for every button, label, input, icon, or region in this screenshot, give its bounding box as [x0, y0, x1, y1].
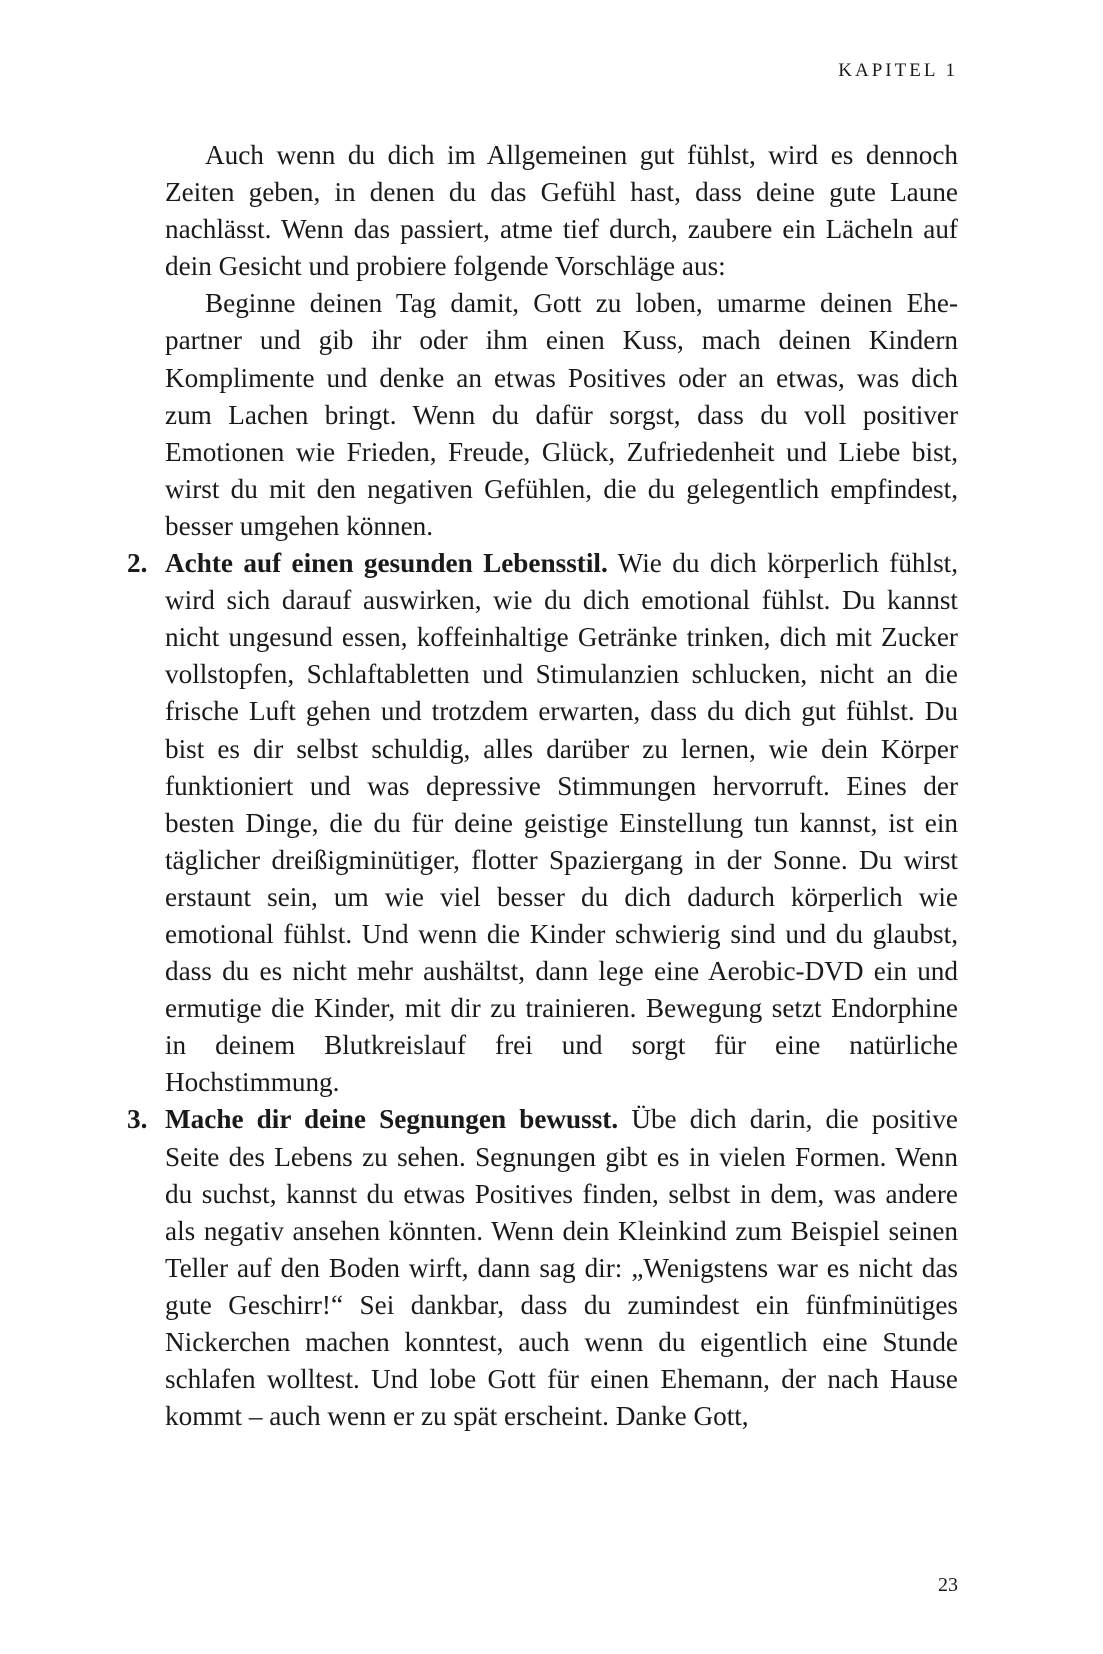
list-item-text: Wie du dich körperlich fühlst, wird sich darauf auswirken, wie du dich emotional fühlst. Du kannst nicht ungesund essen, koffeinhaltige Getränke trinken, dich mit Zucker vollstopfen, Schlaftabletten und Stimulanzien schlucken, nicht an die frische Luft gehen und trotzdem erwarten, dass du dich gut fühlst. Du bist es dir selbst schuldig, alles darüber zu lernen, wie dein Körper funktioniert und was depressive Stimmungen hervorruft. Eines der besten Dinge, die du für deine geistige Einstellung tun kannst, ist ein täglicher dreißigminütiger, flotter Spaziergang in der Sonne. Du wirst erstaunt sein, um wie viel besser du dich dadurch körperlich wie emotional fühlst. Und wenn die Kinder schwierig sind und du glaubst, dass du es nicht mehr aushältst, dann lege eine Aerobic-DVD ein und ermutige die Kinder, mit dir zu trainieren. Bewegung setzt Endorphine in deinem Blutkreislauf frei und sorgt für eine natürliche Hochstimmung. — [165, 548, 958, 1098]
list-item — [127, 545, 958, 1101]
list-item — [127, 1101, 958, 1435]
list-item-text: Übe dich darin, die positive Seite des Lebens zu sehen. Segnungen gibt es in vielen Formen. Wenn du suchst, kannst du etwas Positives finden, selbst in dem, was andere als negativ ansehen könnten. Wenn dein Kleinkind zum Beispiel seinen Teller auf den Boden wirft, dann sag dir: „Wenigstens war es nicht das gute Geschirr!“ Sei dankbar, dass du zumindest ein fünfminütiges Nickerchen machen konntest, auch wenn du eigentlich eine Stunde schlafen wolltest. Und lobe Gott für einen Ehemann, der nach Hause kommt – auch wenn er zu spät erscheint. Danke Gott, — [165, 1104, 958, 1432]
body-text — [127, 137, 958, 1435]
list-item-paragraph — [165, 545, 958, 1101]
running-head: KAPITEL 1 — [838, 60, 958, 81]
page-number: 23 — [938, 1574, 958, 1596]
list-item-paragraph — [165, 1101, 958, 1435]
paragraph: Beginne deinen Tag damit, Gott zu loben, umarme deinen Ehepartner und gib ihr oder ihm einen Kuss, mach deinen Kindern Komplimente und denke an etwas Positives oder an etwas, was dich zum Lachen bringt. Wenn du dafür sorgst, dass du voll positiver Emotionen wie Frieden, Freude, Glück, Zufriedenheit und Liebe bist, wirst du mit den negativen Gefühlen, die du gelegentlich empfindest, besser umgehen können. — [165, 288, 958, 541]
list-item-lead: Achte auf einen gesunden Lebensstil. — [165, 548, 608, 579]
list-item-lead: Mache dir deine Segnungen bewusst. — [165, 1104, 619, 1135]
list-item-number: 3. — [127, 1104, 148, 1135]
paragraph: Auch wenn du dich im Allgemeinen gut fühlst, wird es dennoch Zeiten geben, in denen du das Gefühl hast, dass deine gute Laune nachlässt. Wenn das passiert, atme tief durch, zaubere ein Lächeln auf dein Gesicht und probiere folgende Vorschläge aus: — [165, 140, 958, 282]
list-item-number: 2. — [127, 548, 148, 579]
